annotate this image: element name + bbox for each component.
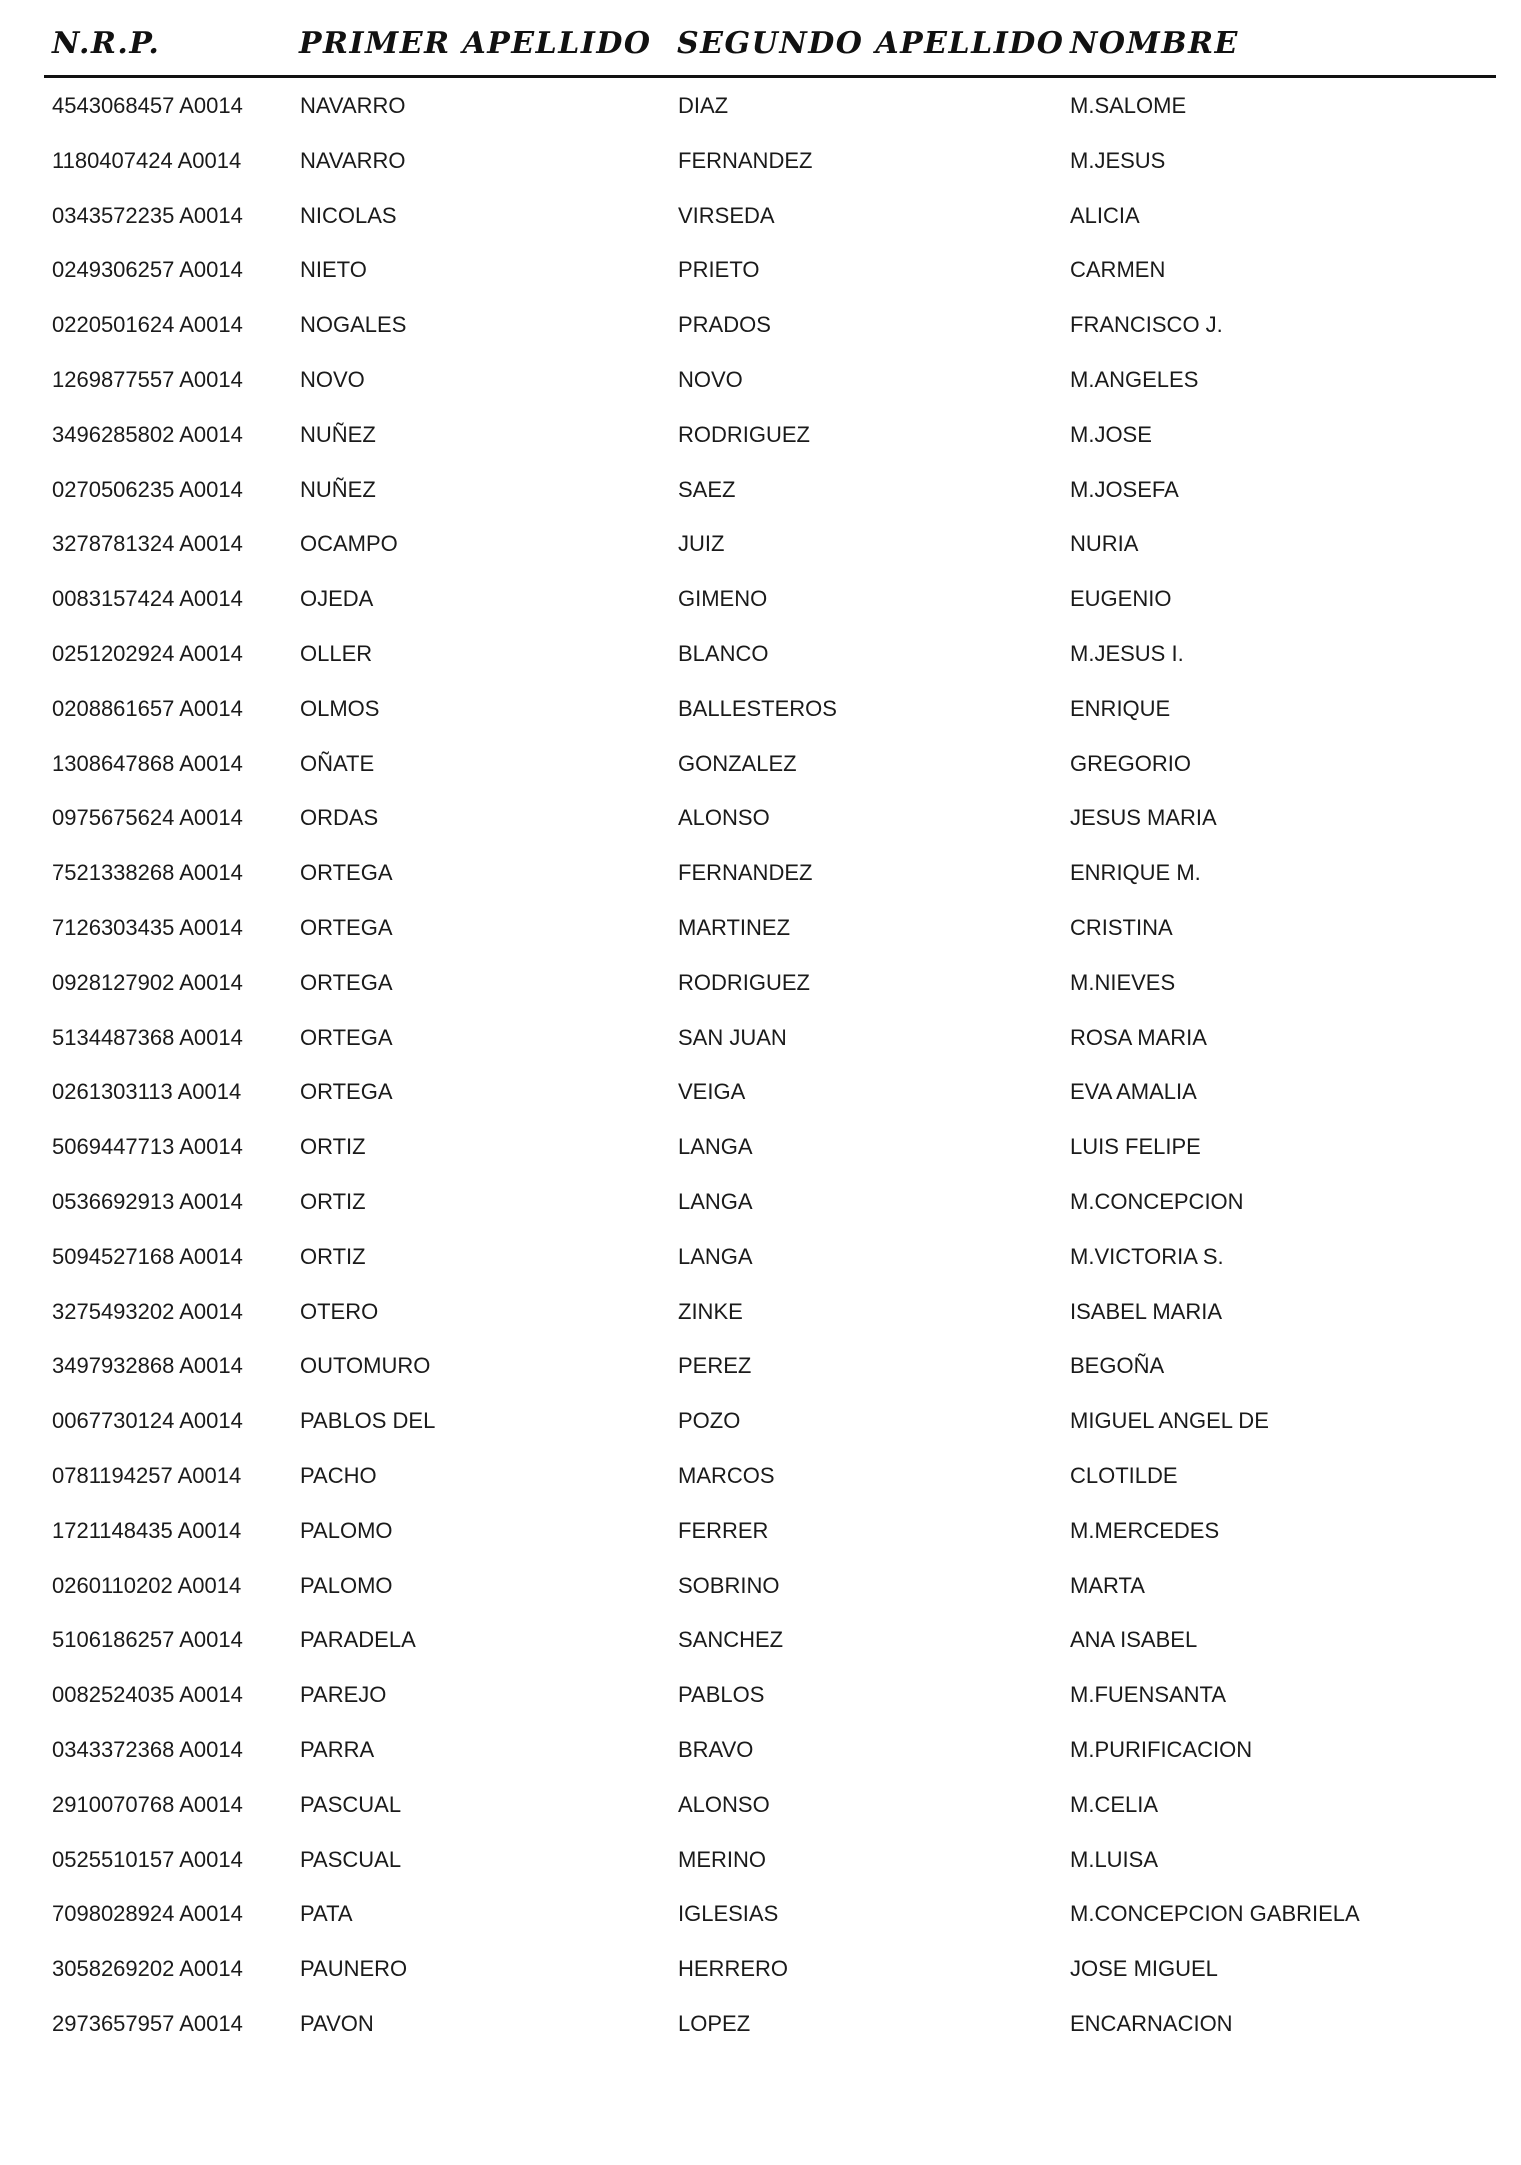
header-nrp: N.R.P. — [52, 26, 161, 61]
table-row — [0, 1896, 1521, 1951]
cell-name: ENRIQUE M. — [1070, 860, 1201, 886]
cell-second-surname: HERRERO — [678, 1956, 789, 1982]
cell-first-surname: NUÑEZ — [300, 476, 376, 502]
cell-second-surname: RODRIGUEZ — [678, 969, 810, 995]
cell-nrp: 0083157424 A0014 — [52, 586, 243, 612]
table-row — [0, 362, 1521, 417]
cell-second-surname: PRIETO — [678, 257, 760, 283]
cell-name: EUGENIO — [1070, 586, 1172, 612]
cell-second-surname: BALLESTEROS — [678, 695, 837, 721]
cell-nrp: 4543068457 A0014 — [52, 93, 243, 118]
cell-nrp: 0343372368 A0014 — [52, 1736, 243, 1762]
cell-first-surname: OCAMPO — [300, 531, 398, 557]
cell-first-surname: PAUNERO — [300, 1956, 408, 1982]
cell-name: M.PURIFICACION — [1070, 1736, 1253, 1762]
table-row — [0, 472, 1521, 527]
cell-second-surname: RODRIGUEZ — [678, 421, 810, 447]
cell-first-surname: PALOMO — [300, 1572, 393, 1598]
table-row — [0, 1787, 1521, 1842]
cell-name: JOSE MIGUEL — [1070, 1956, 1218, 1982]
cell-nrp: 3058269202 A0014 — [52, 1956, 243, 1982]
table-row — [0, 88, 1521, 143]
cell-name: ALICIA — [1070, 202, 1140, 228]
cell-first-surname: NOVO — [300, 366, 365, 392]
cell-second-surname: SOBRINO — [678, 1572, 780, 1598]
cell-second-surname: BRAVO — [678, 1736, 754, 1762]
cell-second-surname: LOPEZ — [678, 2010, 751, 2036]
table-row — [0, 252, 1521, 307]
cell-name: M.CONCEPCION GABRIELA — [1070, 1901, 1360, 1927]
cell-second-surname: IGLESIAS — [678, 1901, 779, 1927]
table-row — [0, 855, 1521, 910]
cell-second-surname: PABLOS — [678, 1682, 765, 1708]
table-row — [0, 1677, 1521, 1732]
cell-first-surname: NAVARRO — [300, 147, 406, 173]
cell-second-surname: FERNANDEZ — [678, 147, 813, 173]
cell-second-surname: LANGA — [678, 1134, 753, 1160]
cell-second-surname: MERINO — [678, 1846, 766, 1872]
cell-first-surname: OJEDA — [300, 586, 374, 612]
table-row — [0, 1348, 1521, 1403]
cell-first-surname: OLMOS — [300, 695, 380, 721]
table-row — [0, 636, 1521, 691]
table-row — [0, 965, 1521, 1020]
table-row — [0, 800, 1521, 855]
cell-name: CARMEN — [1070, 257, 1166, 283]
cell-nrp: 0220501624 A0014 — [52, 312, 243, 338]
table-row — [0, 1568, 1521, 1623]
cell-name: GREGORIO — [1070, 750, 1192, 776]
cell-first-surname: PASCUAL — [300, 1846, 402, 1872]
table-row — [0, 1732, 1521, 1787]
table-row — [0, 198, 1521, 253]
cell-nrp: 5134487368 A0014 — [52, 1024, 243, 1050]
cell-second-surname: FERNANDEZ — [678, 860, 813, 886]
cell-nrp: 5069447713 A0014 — [52, 1134, 243, 1160]
cell-nrp: 0261303113 A0014 — [52, 1079, 242, 1105]
cell-nrp: 3496285802 A0014 — [52, 421, 243, 447]
cell-name: ENCARNACION — [1070, 2010, 1233, 2036]
cell-first-surname: NOGALES — [300, 312, 407, 338]
cell-nrp: 2910070768 A0014 — [52, 1791, 243, 1817]
cell-second-surname: VEIGA — [678, 1079, 746, 1105]
cell-nrp: 1269877557 A0014 — [52, 366, 243, 392]
cell-nrp: 0270506235 A0014 — [52, 476, 243, 502]
table-row — [0, 746, 1521, 801]
cell-first-surname: PACHO — [300, 1462, 377, 1488]
table-row — [0, 143, 1521, 198]
cell-name: LUIS FELIPE — [1070, 1134, 1201, 1160]
cell-second-surname: PRADOS — [678, 312, 771, 338]
cell-first-surname: ORTEGA — [300, 914, 393, 940]
cell-second-surname: JUIZ — [678, 531, 725, 557]
cell-second-surname: NOVO — [678, 366, 743, 392]
cell-nrp: 3497932868 A0014 — [52, 1353, 243, 1379]
cell-nrp: 0067730124 A0014 — [52, 1408, 243, 1434]
cell-first-surname: PAVON — [300, 2010, 374, 2036]
cell-second-surname: LANGA — [678, 1243, 753, 1269]
cell-second-surname: SAEZ — [678, 476, 736, 502]
cell-first-surname: PARADELA — [300, 1627, 416, 1653]
cell-name: ROSA MARIA — [1070, 1024, 1207, 1050]
cell-nrp: 0249306257 A0014 — [52, 257, 243, 283]
table-body — [0, 88, 1521, 2061]
table-row — [0, 1403, 1521, 1458]
cell-nrp: 0343572235 A0014 — [52, 202, 243, 228]
cell-first-surname: ORTIZ — [300, 1243, 366, 1269]
cell-nrp: 0208861657 A0014 — [52, 695, 243, 721]
cell-first-surname: OTERO — [300, 1298, 379, 1324]
table-header — [0, 26, 1521, 72]
cell-nrp: 1308647868 A0014 — [52, 750, 243, 776]
cell-name: NURIA — [1070, 531, 1139, 557]
cell-first-surname: PARRA — [300, 1736, 375, 1762]
cell-name: FRANCISCO J. — [1070, 312, 1223, 338]
cell-second-surname: ZINKE — [678, 1298, 743, 1324]
cell-nrp: 1721148435 A0014 — [52, 1517, 242, 1543]
cell-second-surname: GIMENO — [678, 586, 768, 612]
table-row — [0, 307, 1521, 362]
cell-nrp: 7521338268 A0014 — [52, 860, 243, 886]
cell-first-surname: NIETO — [300, 257, 367, 283]
cell-first-surname: OUTOMURO — [300, 1353, 431, 1379]
cell-second-surname: SANCHEZ — [678, 1627, 784, 1653]
header-rule — [44, 75, 1496, 78]
cell-name: M.JOSE — [1070, 421, 1152, 447]
cell-first-surname: PATA — [300, 1901, 353, 1927]
cell-name: ENRIQUE — [1070, 695, 1171, 721]
cell-nrp: 7126303435 A0014 — [52, 914, 243, 940]
header-second-surname: SEGUNDO APELLIDO — [677, 26, 1065, 61]
cell-nrp: 3278781324 A0014 — [52, 531, 243, 557]
table-row — [0, 417, 1521, 472]
cell-first-surname: ORTEGA — [300, 860, 393, 886]
cell-second-surname: GONZALEZ — [678, 750, 797, 776]
cell-nrp: 2973657957 A0014 — [52, 2010, 243, 2036]
cell-name: CRISTINA — [1070, 914, 1173, 940]
cell-second-surname: BLANCO — [678, 640, 769, 666]
cell-first-surname: OÑATE — [300, 750, 375, 776]
table-row — [0, 1020, 1521, 1075]
cell-second-surname: ALONSO — [678, 1791, 770, 1817]
cell-second-surname: VIRSEDA — [678, 202, 775, 228]
cell-nrp: 0928127902 A0014 — [52, 969, 243, 995]
cell-second-surname: LANGA — [678, 1188, 753, 1214]
cell-first-surname: PAREJO — [300, 1682, 387, 1708]
cell-first-surname: PASCUAL — [300, 1791, 402, 1817]
cell-nrp: 3275493202 A0014 — [52, 1298, 243, 1324]
table-row — [0, 691, 1521, 746]
cell-name: M.LUISA — [1070, 1846, 1159, 1872]
cell-first-surname: ORTIZ — [300, 1134, 366, 1160]
table-row — [0, 1458, 1521, 1513]
table-row — [0, 1184, 1521, 1239]
cell-name: EVA AMALIA — [1070, 1079, 1197, 1105]
cell-first-surname: ORTEGA — [300, 1079, 393, 1105]
cell-first-surname: PABLOS DEL — [300, 1408, 436, 1434]
cell-name: MIGUEL ANGEL DE — [1070, 1408, 1269, 1434]
table-row — [0, 1074, 1521, 1129]
cell-name: ANA ISABEL — [1070, 1627, 1198, 1653]
cell-name: M.JESUS I. — [1070, 640, 1184, 666]
table-row — [0, 1513, 1521, 1568]
cell-first-surname: PALOMO — [300, 1517, 393, 1543]
cell-name: BEGOÑA — [1070, 1353, 1165, 1379]
cell-name: M.ANGELES — [1070, 366, 1199, 392]
cell-first-surname: ORDAS — [300, 805, 379, 831]
cell-second-surname: ALONSO — [678, 805, 770, 831]
cell-second-surname: SAN JUAN — [678, 1024, 787, 1050]
table-row — [0, 1622, 1521, 1677]
table-row — [0, 910, 1521, 965]
cell-first-surname: NAVARRO — [300, 93, 406, 118]
cell-nrp: 0525510157 A0014 — [52, 1846, 243, 1872]
table-row — [0, 526, 1521, 581]
table-row — [0, 1294, 1521, 1349]
cell-first-surname: NUÑEZ — [300, 421, 376, 447]
cell-name: CLOTILDE — [1070, 1462, 1178, 1488]
cell-name: ISABEL MARIA — [1070, 1298, 1223, 1324]
header-first-surname: PRIMER APELLIDO — [299, 26, 652, 61]
cell-second-surname: DIAZ — [678, 93, 729, 118]
cell-name: M.JOSEFA — [1070, 476, 1179, 502]
cell-nrp: 5106186257 A0014 — [52, 1627, 243, 1653]
table-row — [0, 1239, 1521, 1294]
cell-name: JESUS MARIA — [1070, 805, 1217, 831]
cell-nrp: 0975675624 A0014 — [52, 805, 243, 831]
table-row — [0, 2006, 1521, 2061]
cell-second-surname: FERRER — [678, 1517, 769, 1543]
cell-name: M.NIEVES — [1070, 969, 1176, 995]
cell-nrp: 7098028924 A0014 — [52, 1901, 243, 1927]
cell-nrp: 0082524035 A0014 — [52, 1682, 243, 1708]
cell-name: M.VICTORIA S. — [1070, 1243, 1224, 1269]
cell-second-surname: PEREZ — [678, 1353, 752, 1379]
cell-nrp: 0251202924 A0014 — [52, 640, 243, 666]
cell-name: M.MERCEDES — [1070, 1517, 1220, 1543]
cell-name: M.FUENSANTA — [1070, 1682, 1227, 1708]
table-row — [0, 581, 1521, 636]
cell-name: M.SALOME — [1070, 93, 1187, 118]
cell-nrp: 1180407424 A0014 — [52, 147, 242, 173]
cell-first-surname: NICOLAS — [300, 202, 397, 228]
header-name: NOMBRE — [1070, 26, 1239, 61]
cell-first-surname: ORTEGA — [300, 969, 393, 995]
cell-second-surname: MARCOS — [678, 1462, 775, 1488]
cell-first-surname: OLLER — [300, 640, 373, 666]
table-row — [0, 1129, 1521, 1184]
cell-name: M.CONCEPCION — [1070, 1188, 1244, 1214]
cell-second-surname: MARTINEZ — [678, 914, 791, 940]
cell-nrp: 5094527168 A0014 — [52, 1243, 243, 1269]
cell-name: M.CELIA — [1070, 1791, 1159, 1817]
cell-name: M.JESUS — [1070, 147, 1166, 173]
cell-first-surname: ORTEGA — [300, 1024, 393, 1050]
cell-nrp: 0781194257 A0014 — [52, 1462, 242, 1488]
table-row — [0, 1842, 1521, 1897]
cell-first-surname: ORTIZ — [300, 1188, 366, 1214]
cell-nrp: 0260110202 A0014 — [52, 1572, 242, 1598]
cell-nrp: 0536692913 A0014 — [52, 1188, 243, 1214]
cell-name: MARTA — [1070, 1572, 1145, 1598]
cell-second-surname: POZO — [678, 1408, 741, 1434]
table-row — [0, 1951, 1521, 2006]
